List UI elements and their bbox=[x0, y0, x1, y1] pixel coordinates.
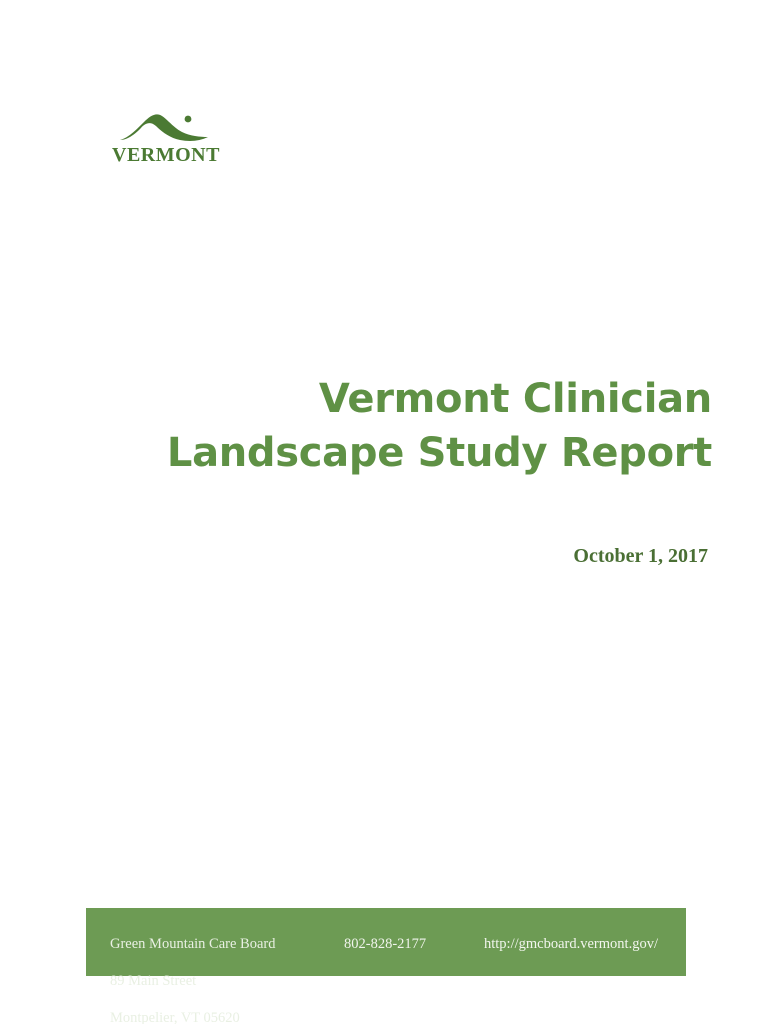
sun-dot-icon bbox=[185, 116, 192, 123]
footer-phone: 802-828-2177 bbox=[344, 936, 427, 952]
footer-website-link[interactable]: http://gmcboard.vermont.gov/ bbox=[484, 936, 658, 952]
report-title bbox=[112, 372, 712, 480]
report-title-line-2: Landscape Study Report bbox=[166, 430, 712, 476]
mountain-shape bbox=[120, 114, 208, 141]
logo-wordmark: VERMONT bbox=[112, 144, 220, 166]
footer-bar bbox=[86, 908, 686, 1024]
footer-city-state-zip: Montpelier, VT 05620 bbox=[110, 1009, 240, 1024]
footer-street: 89 Main Street bbox=[110, 972, 197, 989]
report-title-line-1: Vermont Clinician bbox=[318, 376, 712, 422]
footer-address-block bbox=[110, 916, 276, 1024]
footer-organization: Green Mountain Care Board bbox=[110, 935, 276, 952]
report-date: October 1, 2017 bbox=[573, 545, 708, 567]
vermont-logo bbox=[112, 104, 220, 166]
